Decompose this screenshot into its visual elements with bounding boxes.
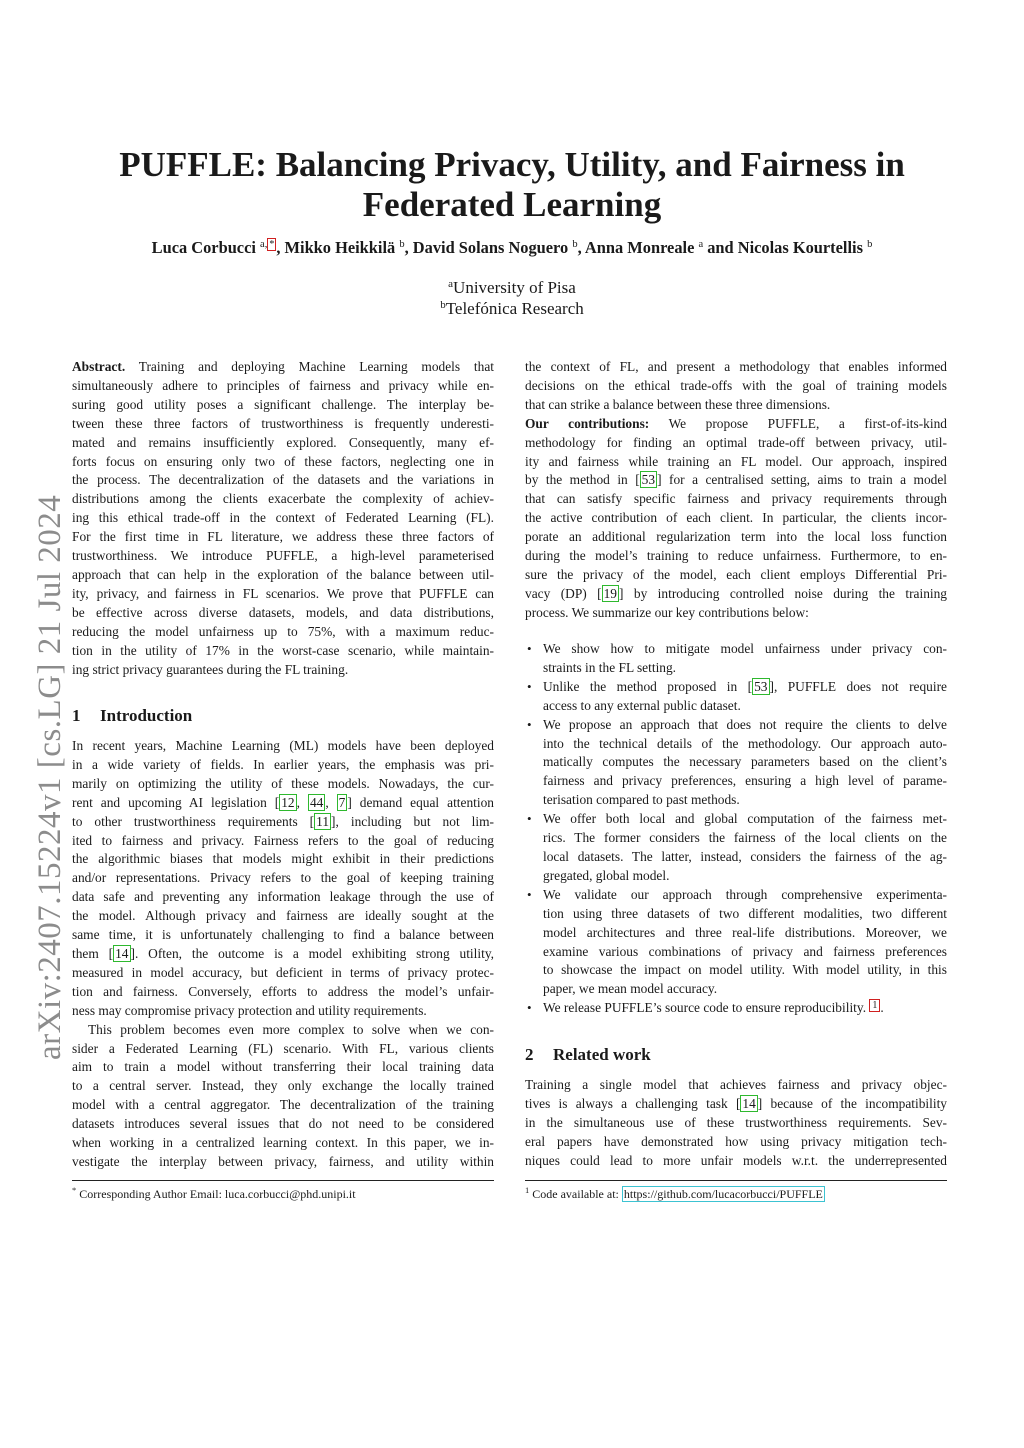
right-column-text: [525, 358, 947, 623]
body-line: ness may compromise privacy protection and utility requirements.: [72, 1002, 427, 1018]
body-line: the active contribution of each client. In particular, the clients incor-: [525, 510, 947, 526]
citation-link[interactable]: 53: [754, 678, 768, 694]
contributions-label: Our contributions:: [525, 415, 650, 431]
author-name: Anna Monreale: [584, 238, 695, 257]
section-heading-related-work: 2 Related work: [525, 1045, 651, 1064]
list-item: • We validate our approach through comprehensive experimenta- tion using three datasets of two different modalities, two different model architectures and three real-life distributions. Moreover, we examine various combinations of privacy and fairness preferences to showcase the impact on model utility. With model utility, in this paper, we mean model accuracy.: [527, 886, 947, 997]
author-name: and Nicolas Kourtellis: [707, 238, 863, 257]
body-line: data safe and preventing any information leakage through the use of: [72, 889, 494, 905]
citation-link[interactable]: 44: [309, 794, 324, 810]
body-line: the model. Although privacy and fairness are ideally sought at the: [72, 908, 494, 924]
bullet-icon: •: [527, 641, 532, 656]
body-line: eral papers have demonstrated how using privacy mitigation tech-: [525, 1133, 947, 1149]
author-name: David Solans Noguero: [412, 238, 569, 257]
bullet-icon: •: [527, 1000, 532, 1016]
body-line: vestigate the interplay between privacy, fairness, and utility within: [72, 1153, 494, 1169]
body-line: sure the privacy of the model, each client employs Differential Pri-: [525, 566, 947, 582]
bullet-icon: •: [527, 811, 532, 827]
citation-link[interactable]: 7: [338, 794, 346, 810]
contributions-list: [525, 640, 947, 1018]
list-item: • We propose an approach that does not require the clients to delve into the technical details of the methodology. Our approach auto- matically computes the necessary parameters based on the client’s fairness and privacy preferences, ensuring a high level of parame- terisation compared to past methods.: [527, 716, 947, 808]
body-line: that can strike a balance between these three dimensions.: [525, 396, 831, 412]
body-line: decisions on the ethical trade-offs with the goal of training models: [525, 377, 947, 393]
abstract-label: Abstract.: [72, 359, 126, 374]
abstract-line: the process. The decentralization of the datasets and the variations in: [72, 472, 494, 488]
body-line: by the method in [ 53 ] for a centralised setting, aims to train a model: [525, 472, 947, 488]
corresponding-author-link[interactable]: *: [269, 239, 275, 250]
body-line: marily on optimizing the utility of these models. Nowadays, the cur-: [72, 775, 494, 791]
footnote-rule: [525, 1180, 947, 1181]
github-link[interactable]: https://github.com/lucacorbucci/PUFFLE: [623, 1187, 823, 1201]
title-line-2: Federated Learning: [362, 185, 662, 224]
body-line: in a wide variety of fields. In earlier years, the emphasis was pri-: [72, 756, 494, 772]
list-item: • We release PUFFLE’s source code to ensure reproducibility. $^1$ .: [525, 999, 947, 1018]
abstract-line: suring good utility poses a significant challenge. The interplay be-: [72, 396, 494, 412]
body-line: tives is always a challenging task [ 14 ] because of the incompatibility: [525, 1095, 948, 1111]
footnote-corresponding-author: * Corresponding Author Email: luca.corbucci@phd.unipi.it: [72, 1185, 356, 1201]
abstract-line: mated and remains insufficiently explored. Consequently, many ef-: [72, 434, 494, 450]
related-work-body: [525, 1076, 947, 1171]
list-item: • We show how to mitigate model unfairness under privacy con- straints in the FL setting.: [527, 641, 947, 675]
list-item: • Unlike the method proposed in [ 53 ], PUFFLE does not require access to any external public dataset.: [527, 678, 947, 713]
abstract-line: For the first time in FL literature, we address these three factors of: [72, 529, 494, 545]
body-line: porate an additional regularization term into the local loss function: [525, 529, 947, 545]
citation-link[interactable]: 12: [281, 794, 295, 810]
body-line: to a central server. Instead, they only exchange the locally trained: [72, 1078, 494, 1094]
abstract-line: simultaneously adhere to principles of fairness and privacy while en-: [72, 377, 494, 393]
bullet-icon: •: [527, 716, 532, 732]
body-line: when working in a centralized learning context. In this paper, we in-: [72, 1135, 494, 1151]
introduction-body: [72, 737, 494, 1172]
body-line: sider a Federated Learning (FL) scenario. With FL, various clients: [72, 1040, 494, 1056]
abstract-line: distributions among the clients exacerbate the complexity of achiev-: [72, 491, 494, 507]
author-name: Luca Corbucci: [151, 238, 256, 257]
abstract-line: reducing the model unfairness up to 75%, with a maximum reduc-: [72, 623, 494, 639]
abstract-line: ing this ethical trade-off in the context of Federated Learning (FL).: [72, 510, 494, 526]
body-line: to other trustworthiness requirements [ 11 ], including but not lim-: [72, 813, 494, 829]
body-line: during the model’s training to reduce unfairness. Furthermore, to en-: [525, 548, 947, 564]
list-item: • We offer both local and global computation of the fairness met- rics. The former considers the fairness of the local clients on the local datasets. The latter, instead, considers the fairness of the ag- gregated, global model.: [527, 811, 947, 883]
body-line: tion and fairness. Conversely, efforts to address the model’s unfair-: [72, 983, 494, 999]
abstract-line: ity, privacy, and fairness in FL scenarios. We prove that PUFFLE can: [72, 585, 494, 601]
body-line: ity and fairness while training an FL model. Our approach, inspired: [525, 453, 947, 469]
body-line: aim to train a model without transferring their local training data: [72, 1059, 494, 1075]
abstract-line: tween these three factors of trustworthiness is frequently underesti-: [72, 415, 494, 431]
body-line: datasets introduces several issues that do not need to be considered: [72, 1116, 494, 1132]
author-name: Mikko Heikkilä: [284, 238, 396, 257]
abstract-line: Abstract. Training and deploying Machine Learning models that: [72, 359, 494, 374]
arxiv-id: arXiv:2407.15224v1 [cs.LG] 21 Jul 2024: [32, 494, 68, 1060]
bullet-icon: •: [527, 886, 532, 902]
citation-link[interactable]: 53: [641, 472, 656, 488]
body-line: vacy (DP) [ 19 ] by introducing controlled noise during the training: [525, 585, 948, 601]
body-line: process. We summarize our key contributions below:: [525, 604, 809, 620]
footnote-link[interactable]: 1: [869, 999, 880, 1012]
abstract-line: approach that can help in the exploration of the balance between util-: [72, 566, 494, 582]
body-line: that can satisfy specific fairness and privacy requirements through: [525, 491, 947, 507]
body-line: ited to fairness and privacy. Fairness refers to the goal of reducing: [72, 832, 494, 848]
citation-link[interactable]: 14: [742, 1095, 756, 1111]
author-affil-mark: a: [698, 239, 704, 250]
body-line: Training a single model that achieves fairness and privacy objec-: [525, 1077, 947, 1092]
author-affil-mark: b: [867, 239, 873, 250]
abstract-line: ing strict privacy guarantees during the FL training.: [72, 661, 349, 677]
author-list: Luca Corbucci $^{a,}$ * , Mikko Heikkilä $^b$, David Solans Noguero $^b$, Anna Monreale $^a$ and Nicolas Kourtellis $^b$: [151, 238, 873, 257]
citation-link[interactable]: 19: [603, 585, 617, 601]
author-affil-mark: b: [399, 239, 405, 250]
body-line: the algorithmic biases that models might exhibit in their predictions: [72, 851, 494, 867]
abstract: [72, 358, 494, 679]
body-line: them [ 14 ]. Often, the outcome is a model exhibiting strong utility,: [72, 945, 494, 961]
footnote-rule: [72, 1180, 494, 1181]
title-line-1: PUFFLE: Balancing Privacy, Utility, and Fairness in: [119, 145, 905, 184]
body-line: in the simultaneous use of these trustworthiness requirements. Sev-: [525, 1114, 947, 1130]
body-line: and/or representations. Privacy refers to the goal of keeping training: [72, 870, 494, 886]
body-line: This problem becomes even more complex to solve when we con-: [88, 1021, 494, 1037]
body-line: niques could lead to more unfair models w.r.t. the underrepresented: [525, 1152, 947, 1168]
abstract-line: trustworthiness. We introduce PUFFLE, a high-level parameterised: [72, 548, 494, 564]
body-line: rent and upcoming AI legislation [ 12 , 44 , 7 ] demand equal attention: [72, 794, 494, 810]
arxiv-watermark: [32, 460, 66, 1060]
section-heading-introduction: 1 Introduction: [72, 706, 193, 725]
body-line: the context of FL, and present a methodology that enables informed: [525, 359, 947, 374]
body-line: model with a central aggregator. The decentralization of the training: [72, 1097, 494, 1113]
citation-link[interactable]: 11: [316, 813, 330, 829]
affiliation: $^b$Telefónica Research: [440, 299, 584, 318]
body-line: methodology for finding an optimal trade-off between privacy, util-: [525, 434, 947, 450]
author-affil-mark: b: [572, 239, 578, 250]
body-line: measured in model accuracy, but deficient in terms of privacy protec-: [72, 964, 494, 980]
paper-title: [80, 145, 944, 225]
abstract-line: tion in the utility of 17% in the worst-case scenario, while maintain-: [72, 642, 494, 658]
bullet-icon: •: [527, 678, 532, 694]
body-line: Our contributions: We propose PUFFLE, a first-of-its-kind: [525, 415, 947, 431]
abstract-line: be effective across diverse datasets, models, and data distributions,: [72, 604, 494, 620]
author-affil-mark: a,: [260, 239, 268, 250]
affiliation: $^a$University of Pisa: [448, 278, 576, 297]
citation-link[interactable]: 14: [115, 945, 129, 961]
body-line: In recent years, Machine Learning (ML) models have been deployed: [72, 738, 494, 753]
body-line: same time, it is unfortunately challenging to find a balance between: [72, 927, 494, 943]
footnote-code-availability: $^1$ Code available at: https://github.com/lucacorbucci/PUFFLE: [525, 1185, 823, 1201]
abstract-line: forts focus on ensuring only two of these factors, neglecting one in: [72, 453, 494, 469]
